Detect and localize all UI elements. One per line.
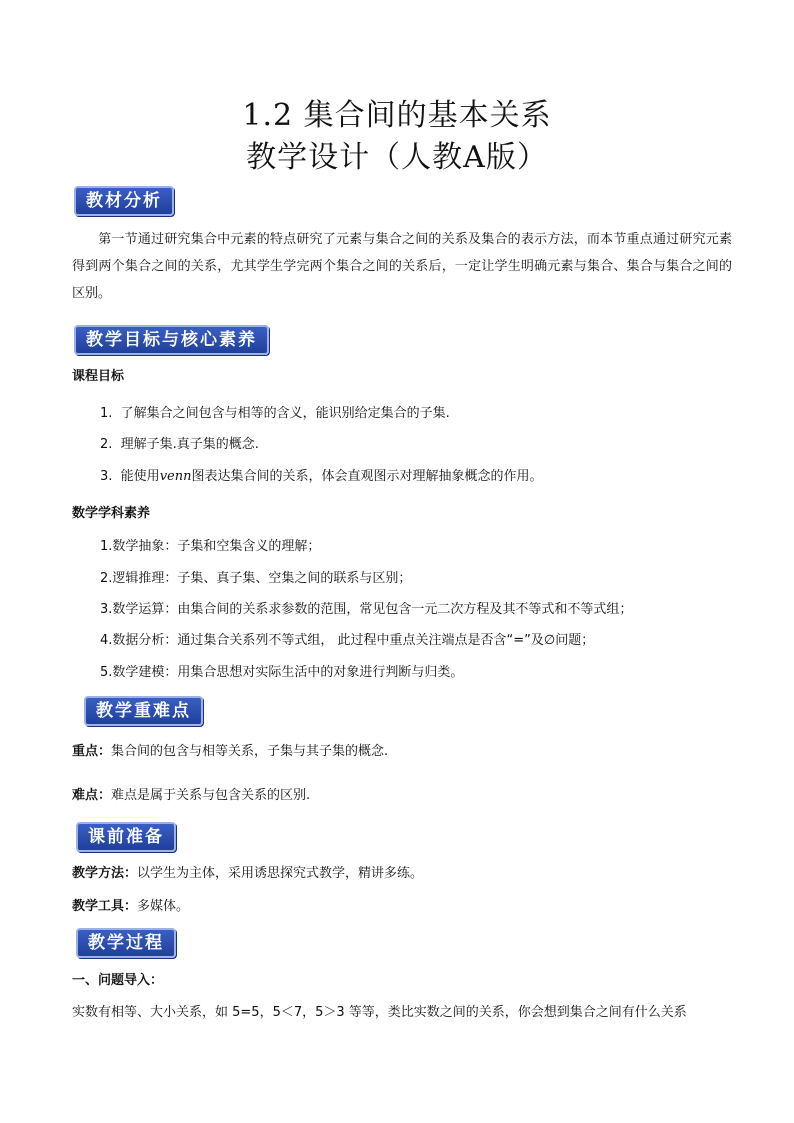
goal-item: 3. 能使用venn图表达集合间的关系，体会直观图示对理解抽象概念的作用。 [100,469,543,484]
literacy-item: 3.数学运算：由集合间的关系求参数的范围，常见包含一元二次方程及其不等式和不等式组； [100,602,633,617]
key-point-line: 重点：集合间的包含与相等关系，子集与其子集的概念. [72,744,389,759]
venn-term: venn [159,469,192,484]
materials-paragraph: 第一节通过研究集合中元素的特点研究了元素与集合之间的关系及集合的表示方法，而本节重点通过研究元素得到两个集合之间的关系，尤其学生学完两个集合之间的关系后，一定让学生明确元素与集合、集合与集合之间的区别。 [72,232,732,301]
document-title: 1.2 集合间的基本关系 [242,98,552,133]
process-intro-text: 实数有相等、大小关系，如 5=5，5＜7，5＞3 等等，类比实数之间的关系，你会想到集合之间有什么关系 [72,1005,687,1020]
process-subtitle: 一、问题导入： [72,973,164,988]
section-heading-process: 教学过程 [76,928,176,958]
tools-line: 教学工具：多媒体。 [72,899,190,914]
goal-item: 2. 理解子集.真子集的概念. [100,437,259,452]
section-heading-objectives: 教学目标与核心素养 [74,325,269,355]
literacy-item: 4.数据分析：通过集合关系列不等式组， 此过程中重点关注端点是否含“=”及∅问题； [100,633,595,648]
course-goals-title: 课程目标 [72,369,125,384]
literacy-item: 1.数学抽象：子集和空集含义的理解； [100,539,321,554]
literacy-item: 5.数学建模：用集合思想对实际生活中的对象进行判断与归类。 [100,665,464,680]
section-heading-materials: 教材分析 [74,186,174,216]
section-heading-key-points: 教学重难点 [84,696,203,726]
document-subtitle: 教学设计（人教A版） [246,140,548,175]
section-heading-preparation: 课前准备 [76,822,176,852]
difficulty-line: 难点：难点是属于关系与包含关系的区别. [72,788,311,803]
method-line: 教学方法：以学生为主体，采用诱思探究式教学，精讲多练。 [72,866,424,881]
goal-item: 1. 了解集合之间包含与相等的含义，能识别给定集合的子集. [100,406,450,421]
literacy-title: 数学学科素养 [72,506,151,521]
literacy-item: 2.逻辑推理：子集、真子集、空集之间的联系与区别； [100,571,412,586]
